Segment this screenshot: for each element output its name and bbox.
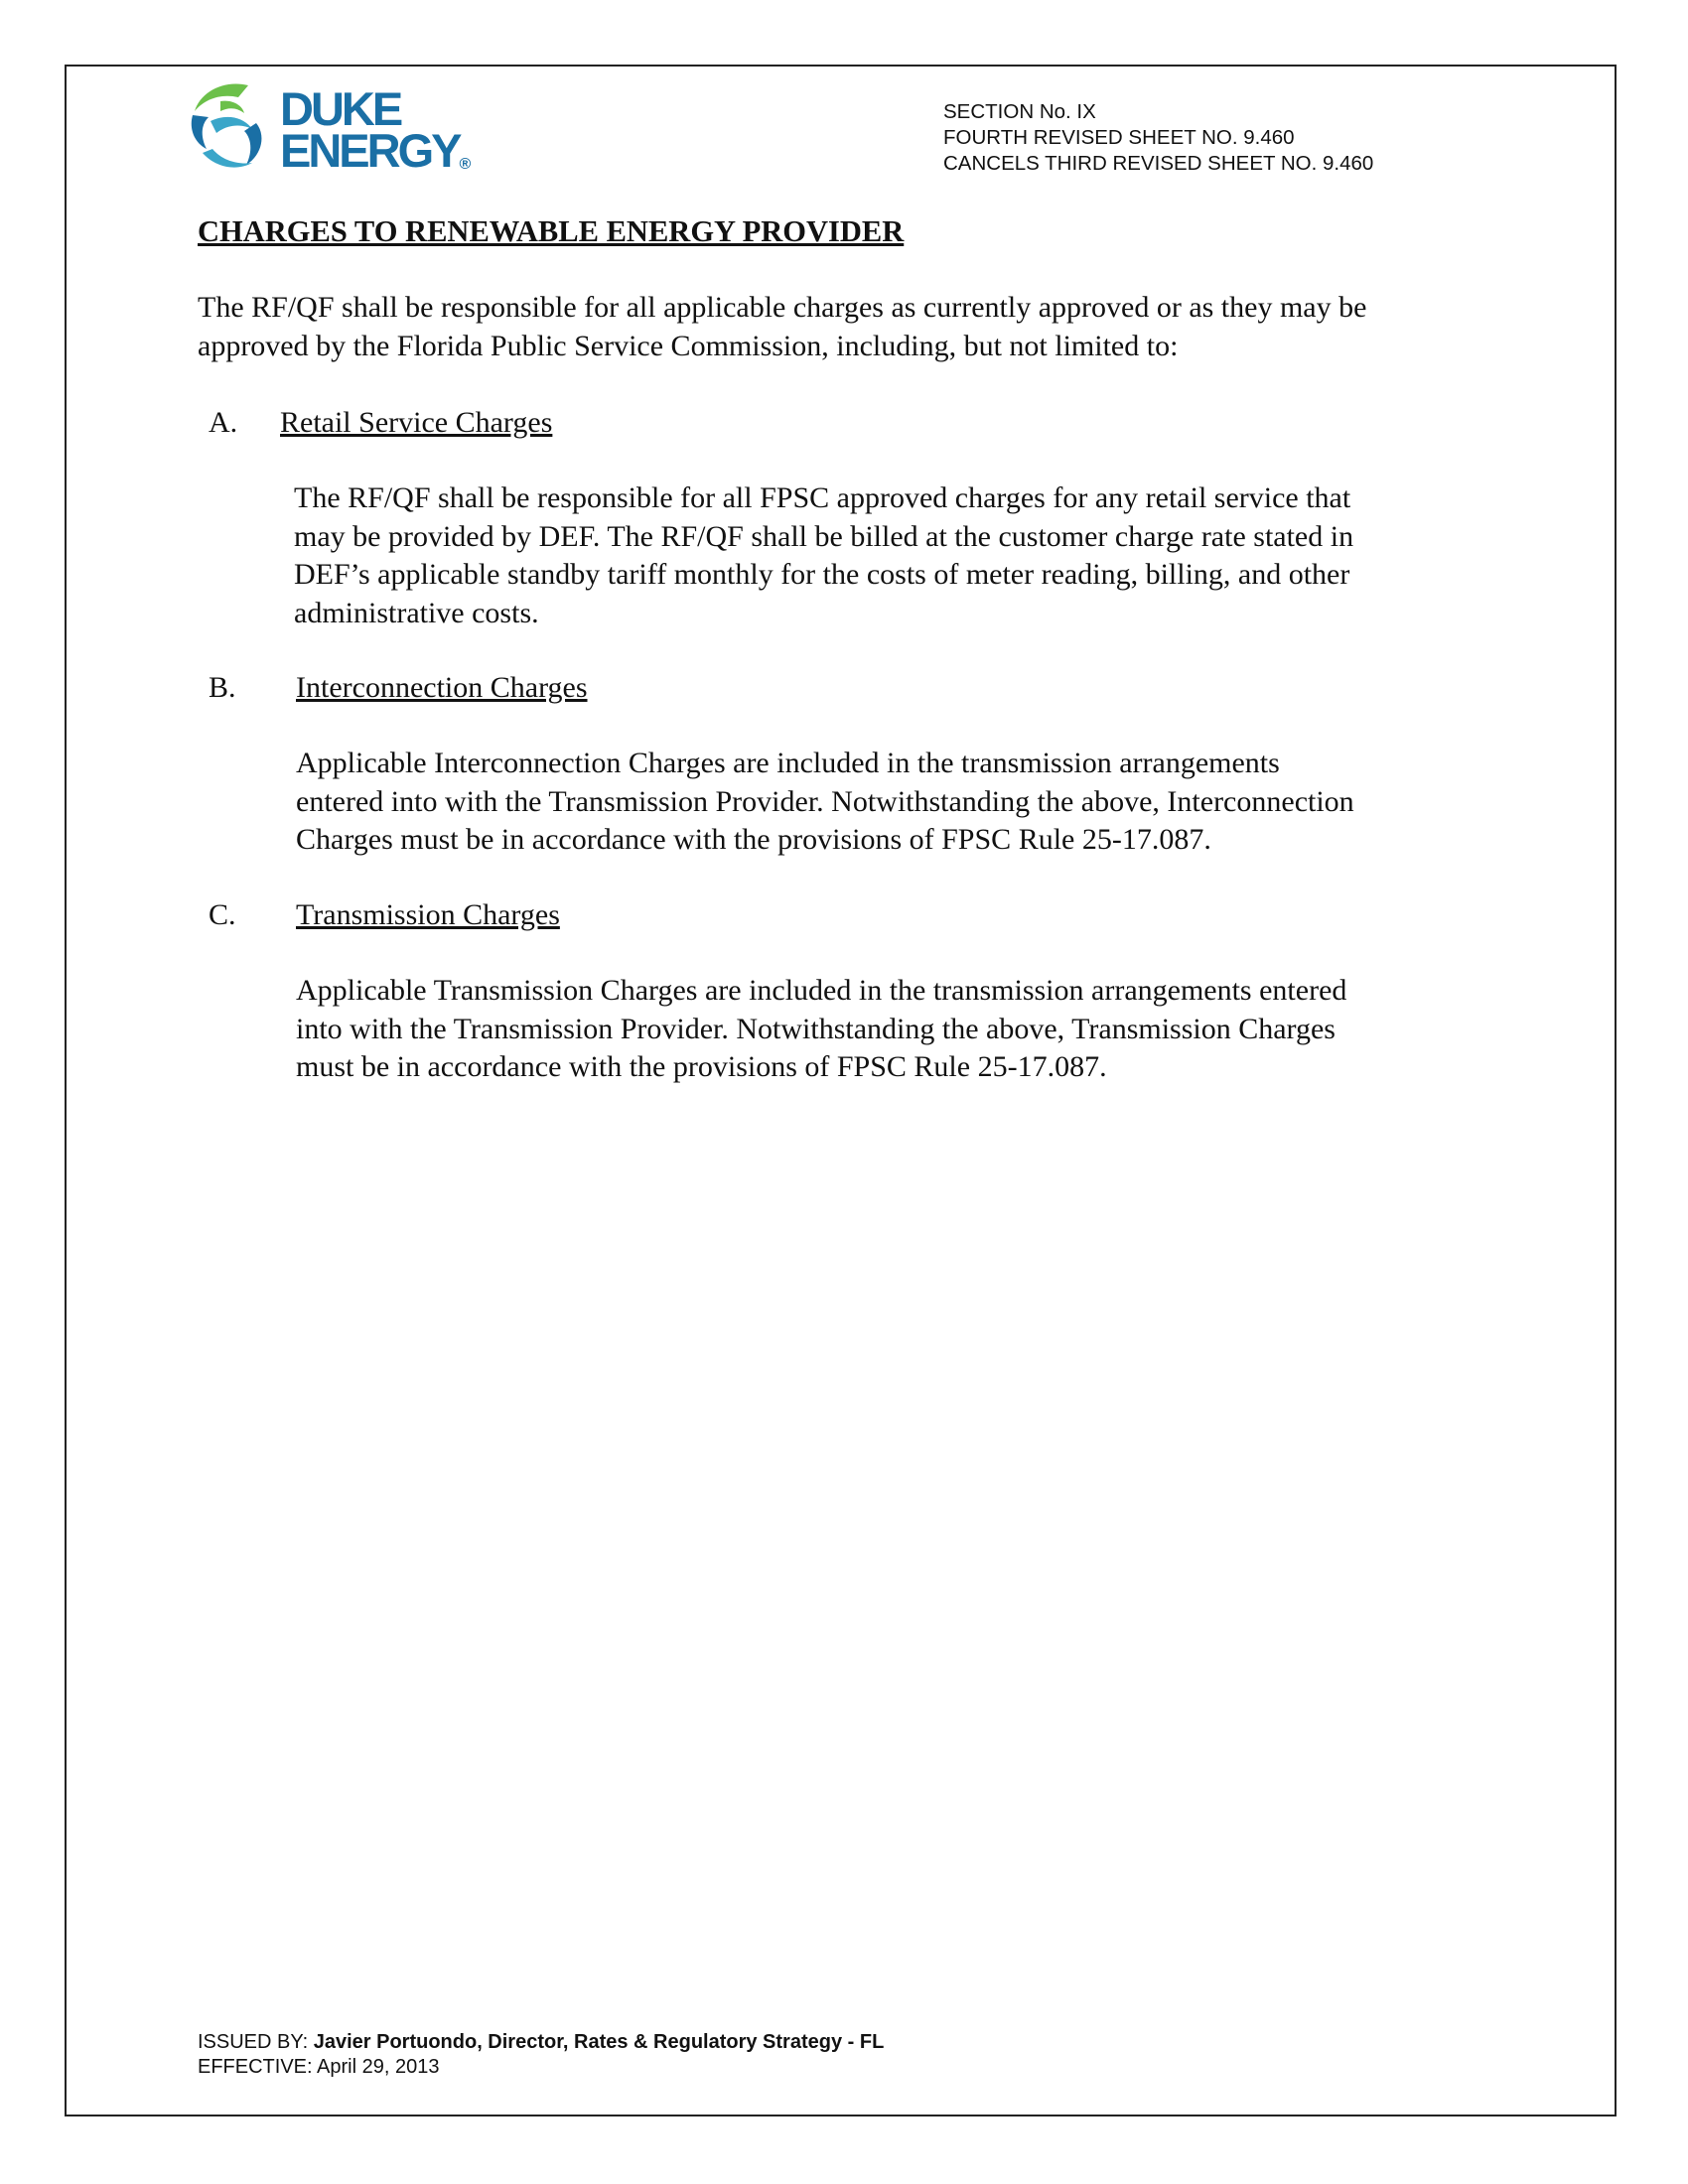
sheet-header (943, 99, 1373, 177)
body-line: Applicable Transmission Charges are included in the transmission arrangements entered (296, 974, 1347, 1007)
section-b-letter: B. (209, 671, 236, 704)
cancels-sheet: CANCELS THIRD REVISED SHEET NO. 9.460 (943, 152, 1374, 175)
intro-line: approved by the Florida Public Service Commission, including, but not limited to: (198, 329, 1179, 362)
effective-label: EFFECTIVE: (198, 2056, 318, 2078)
section-a-heading: Retail Service Charges (280, 406, 553, 439)
section-c-heading: Transmission Charges (296, 898, 560, 931)
section-c-letter: C. (209, 898, 236, 931)
section-b-heading: Interconnection Charges (296, 671, 588, 704)
logo-text-duke: DUKE (280, 82, 401, 135)
body-line: entered into with the Transmission Provider. Notwithstanding the above, Interconnection (296, 784, 1354, 818)
section-a-body (294, 479, 1353, 632)
body-line: Charges must be in accordance with the provisions of FPSC Rule 25-17.087. (296, 823, 1211, 856)
page-border (65, 65, 1617, 2116)
body-line: may be provided by DEF. The RF/QF shall be billed at the customer charge rate stated in (294, 519, 1354, 553)
body-line: Applicable Interconnection Charges are included in the transmission arrangements (296, 747, 1280, 779)
body-line: DEF’s applicable standby tariff monthly for the costs of meter reading, billing, and other (294, 558, 1350, 591)
section-number: SECTION No. IX (943, 100, 1096, 123)
intro-paragraph (198, 289, 1508, 365)
section-c-body (296, 972, 1346, 1087)
issued-by-line (198, 2030, 884, 2055)
registered-mark: ® (459, 156, 472, 173)
page-title: CHARGES TO RENEWABLE ENERGY PROVIDER (198, 214, 905, 248)
body-line: into with the Transmission Provider. Notwithstanding the above, Transmission Charges (296, 1012, 1336, 1045)
duke-energy-logo (187, 77, 485, 177)
section-a-letter: A. (209, 406, 238, 439)
issued-by-label: ISSUED BY: (198, 2031, 314, 2053)
body-line: must be in accordance with the provisions of FPSC Rule 25-17.087. (296, 1050, 1107, 1083)
sheet-number: FOURTH REVISED SHEET NO. 9.460 (943, 126, 1295, 149)
logo-text-energy (280, 124, 472, 177)
effective-date: April 29, 2013 (317, 2056, 440, 2078)
issuance-footer (198, 2030, 884, 2080)
section-b-body (296, 745, 1354, 860)
intro-line: The RF/QF shall be responsible for all applicable charges as currently approved or as they may be (198, 291, 1367, 324)
body-line: The RF/QF shall be responsible for all FPSC approved charges for any retail service that (294, 481, 1351, 514)
effective-line (198, 2055, 884, 2080)
logo-swirl-icon (187, 77, 278, 177)
issued-by-name: Javier Portuondo, Director, Rates & Regulatory Strategy - FL (313, 2031, 885, 2053)
logo-text-energy-word: ENERGY (280, 124, 460, 177)
body-line: administrative costs. (294, 596, 539, 629)
